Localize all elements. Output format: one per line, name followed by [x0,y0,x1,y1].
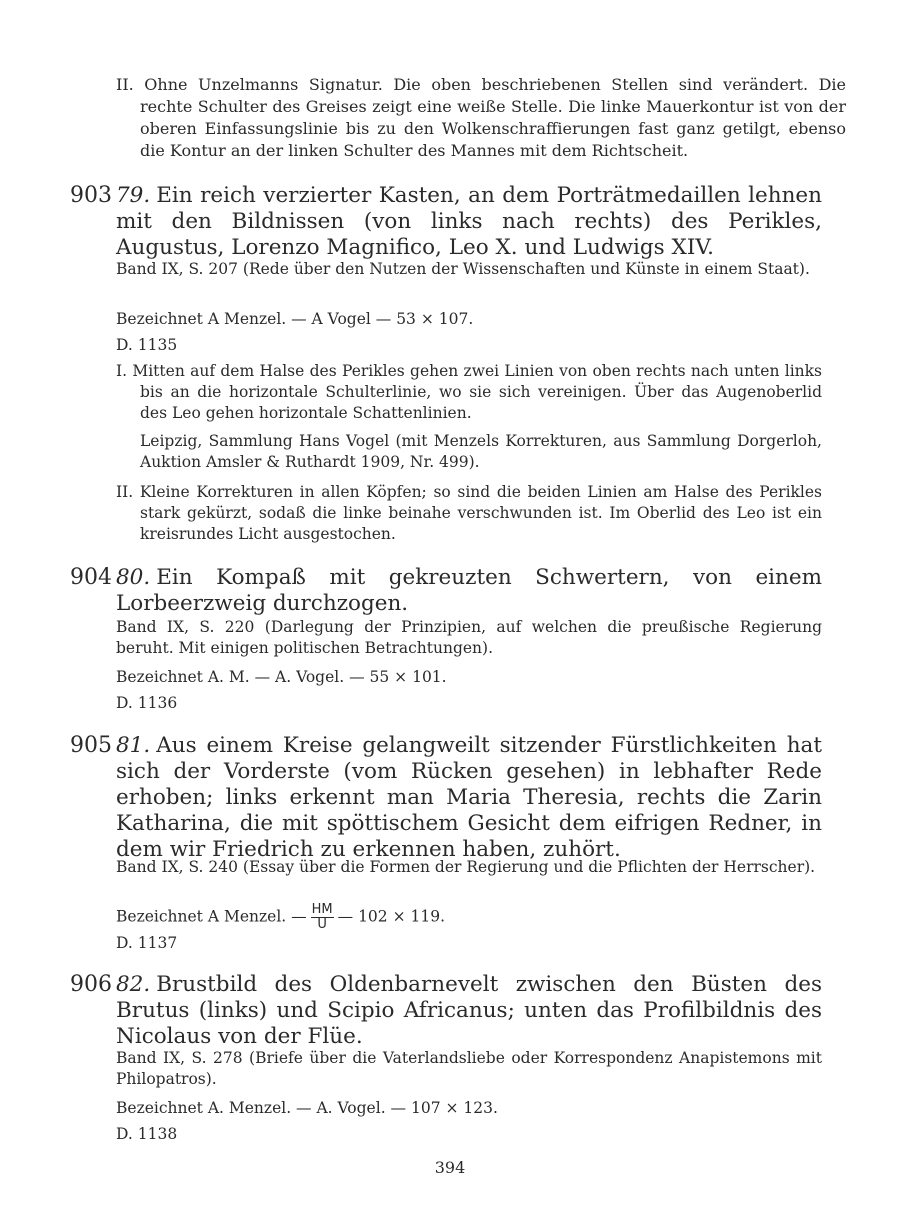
entry-number: 903 [70,183,112,208]
location-note: Leipzig, Sammlung Hans Vogel (mit Menzels Korrekturen, aus Sammlung Dorgerloh, Auktion Amsler & Ruthardt 1909, Nr. 499). [140,432,822,471]
title-text: Ein Kompaß mit gekreuzten Schwertern, von einem Lorbeerzweig durchzogen. [116,565,822,616]
monogram [311,903,334,932]
entry-number: 906 [70,972,112,997]
entry-number: 904 [70,565,112,590]
monogram-bottom: U [317,917,327,932]
entry-title [116,565,822,617]
catalog-number: 79. [116,183,151,208]
title-text: Ein reich verzierter Kasten, an dem Porträtmedaillen lehnen mit den Bildnissen (von links nach rechts) des Perikles, Augustus, Lorenzo Magnifico, Leo X. und Ludwigs XIV. [116,183,822,260]
d-number: D. 1136 [116,694,178,712]
signature-prefix: Bezeichnet A Menzel. — [116,907,307,926]
d-number: D. 1135 [116,336,178,354]
catalog-number: 80. [116,565,151,590]
catalog-number: 81. [116,733,151,758]
title-text: Aus einem Kreise gelangweilt sitzender Fürstlichkeiten hat sich der Vorderste (vom Rücken gesehen) in lebhafter Rede erhoben; links erkennt man Maria Theresia, rechts die Zarin Katharina, die mit spöttischem Gesicht dem eifrigen Redner, in dem wir Friedrich zu erkennen haben, zuhört. [116,733,822,862]
intro-paragraph: II. Ohne Unzelmanns Signatur. Die oben beschriebenen Stellen sind verändert. Die rechte Schulter des Greises zeigt eine weiße Stelle. Die linke Mauerkontur ist von der oberen Einfassungslinie bis zu den Wolkenschraffierungen fast ganz getilgt, ebenso die Kontur an der linken Schulter des Mannes mit dem Richtscheit. [116,75,846,160]
entry-title [116,183,822,261]
band-reference: Band IX, S. 220 (Darlegung der Prinzipien, auf welchen die preußische Regierung beruht. Mit einigen politischen Betrachtungen). [116,618,822,657]
entry-title [116,972,822,1050]
page-number: 394 [434,1158,466,1177]
state-one: I. Mitten auf dem Halse des Perikles gehen zwei Linien von oben rechts nach unten links bis an die horizontale Schulterlinie, wo sie sich vereinigen. Über das Augenoberlid des Leo gehen horizontale Schattenlinien. [116,362,822,422]
catalog-number: 82. [116,972,151,997]
signature-line [116,903,822,932]
title-text: Brustbild des Oldenbarnevelt zwischen den Büsten des Brutus (links) und Scipio Africanus; unten das Profilbildnis des Nicolaus von der Flüe. [116,972,822,1049]
signature-line: Bezeichnet A Menzel. — A Vogel — 53 × 107. [116,310,474,328]
d-number: D. 1137 [116,934,178,952]
entry-title [116,733,822,863]
band-reference: Band IX, S. 278 (Briefe über die Vaterlandsliebe oder Korrespondenz Anapistemons mit Philopatros). [116,1049,822,1088]
signature-suffix: — 102 × 119. [337,907,446,926]
state-two: II. Kleine Korrekturen in allen Köpfen; so sind die beiden Linien am Halse des Perikles stark gekürzt, sodaß die linke beinahe verschwunden ist. Im Oberlid des Leo ist ein kreisrundes Licht ausgestochen. [116,483,822,543]
signature-line: Bezeichnet A. Menzel. — A. Vogel. — 107 × 123. [116,1099,498,1117]
signature-line: Bezeichnet A. M. — A. Vogel. — 55 × 101. [116,668,447,686]
band-reference: Band IX, S. 207 (Rede über den Nutzen der Wissenschaften und Künste in einem Staat). [116,260,810,278]
monogram-top: HM [311,902,333,917]
entry-number: 905 [70,733,112,758]
d-number: D. 1138 [116,1125,178,1143]
band-reference: Band IX, S. 240 (Essay über die Formen der Regierung und die Pflichten der Herrscher). [116,858,816,876]
